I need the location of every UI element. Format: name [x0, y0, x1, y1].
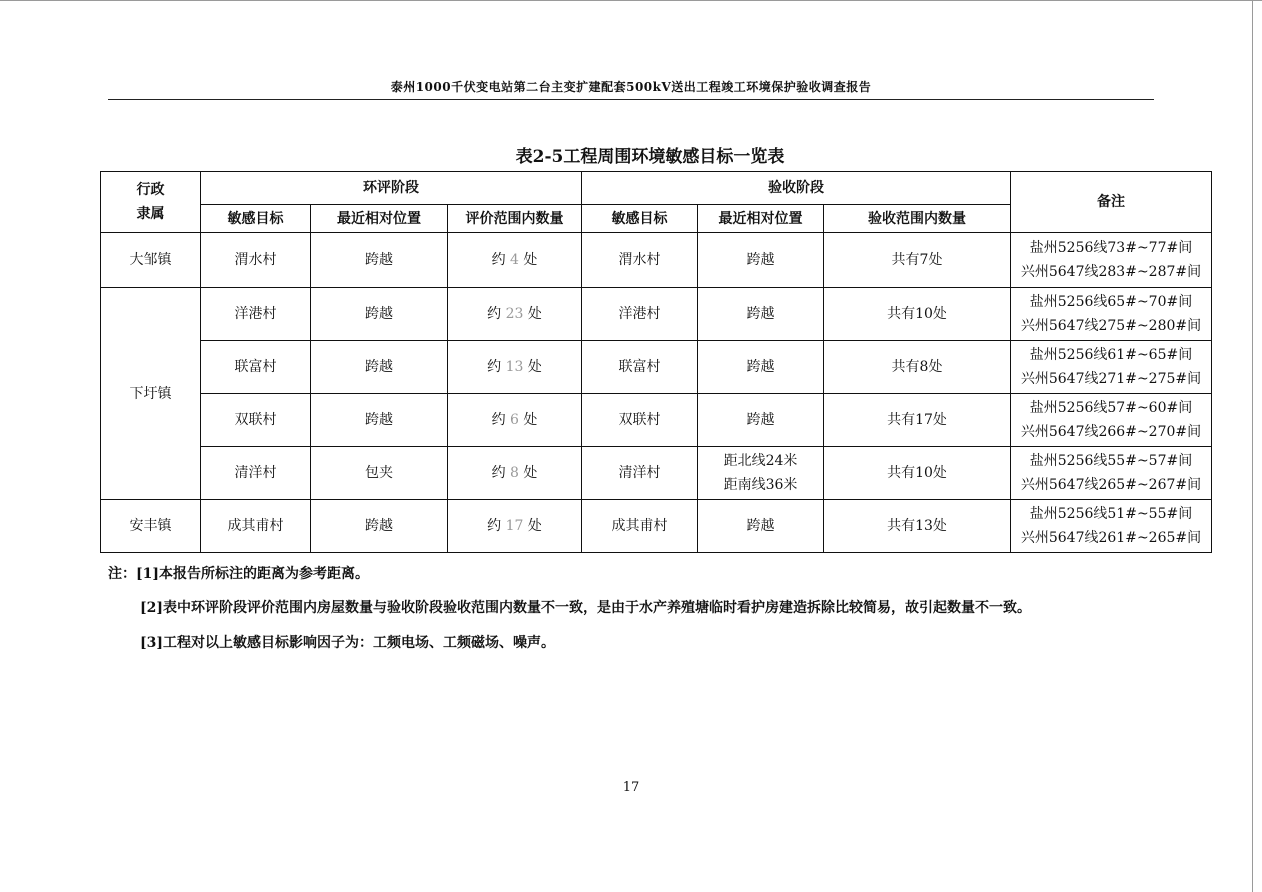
eia-position-cell: 跨越 [311, 341, 448, 394]
report-header: 泰州1000千伏变电站第二台主变扩建配套500kV送出工程竣工环境保护验收调查报告 [390, 80, 872, 94]
eia-count-cell: 约 23 处 [448, 288, 582, 341]
eia-position-cell: 包夹 [311, 447, 448, 500]
acc-target-cell: 双联村 [582, 394, 698, 447]
eia-position-cell: 跨越 [311, 233, 448, 288]
eia-count-cell: 约 8 处 [448, 447, 582, 500]
acc-position-cell: 距北线24米 距南线36米 [698, 447, 824, 500]
acc-count-cell: 共有17处 [824, 394, 1011, 447]
town-cell: 下圩镇 [101, 288, 201, 500]
acc-position-header: 最近相对位置 [698, 205, 824, 233]
acc-position-cell: 跨越 [698, 288, 824, 341]
acc-target-cell: 渭水村 [582, 233, 698, 288]
acc-count-header: 验收范围内数量 [824, 205, 1011, 233]
acc-target-header: 敏感目标 [582, 205, 698, 233]
sensitive-targets-table [100, 171, 1212, 553]
acc-target-cell: 联富村 [582, 341, 698, 394]
acceptance-stage-header: 验收阶段 [582, 172, 1011, 205]
note-1: 注：[1]本报告所标注的距离为参考距离。 [108, 566, 369, 582]
acc-target-cell: 洋港村 [582, 288, 698, 341]
eia-count-header: 评价范围内数量 [448, 205, 582, 233]
acc-count-cell: 共有10处 [824, 288, 1011, 341]
eia-position-cell: 跨越 [311, 394, 448, 447]
remark-cell: 盐州5256线51#~55#间 兴州5647线261#~265#间 [1011, 500, 1212, 553]
acc-position-cell: 跨越 [698, 394, 824, 447]
town-cell: 大邹镇 [101, 233, 201, 288]
table-row [101, 288, 1212, 341]
eia-position-cell: 跨越 [311, 500, 448, 553]
page-number: 17 [622, 780, 640, 795]
eia-target-cell: 洋港村 [201, 288, 311, 341]
eia-target-cell: 渭水村 [201, 233, 311, 288]
note-3: [3]工程对以上敏感目标影响因子为：工频电场、工频磁场、噪声。 [140, 635, 555, 651]
remark-header: 备注 [1011, 172, 1212, 233]
remark-cell: 盐州5256线57#~60#间 兴州5647线266#~270#间 [1011, 394, 1212, 447]
acc-position-cell: 跨越 [698, 341, 824, 394]
table-row [101, 341, 1212, 394]
acc-count-cell: 共有7处 [824, 233, 1011, 288]
note-2: [2]表中环评阶段评价范围内房屋数量与验收阶段验收范围内数量不一致，是由于水产养殖塘临时看护房建造拆除比较简易，故引起数量不一致。 [140, 600, 1031, 616]
eia-count-cell: 约 6 处 [448, 394, 582, 447]
eia-stage-header: 环评阶段 [201, 172, 582, 205]
acc-position-cell: 跨越 [698, 500, 824, 553]
remark-cell: 盐州5256线73#~77#间 兴州5647线283#~287#间 [1011, 233, 1212, 288]
eia-target-cell: 成其甫村 [201, 500, 311, 553]
acc-position-cell: 跨越 [698, 233, 824, 288]
remark-cell: 盐州5256线65#~70#间 兴州5647线275#~280#间 [1011, 288, 1212, 341]
eia-target-cell: 联富村 [201, 341, 311, 394]
page-border-top [0, 0, 1262, 1]
eia-count-cell: 约 17 处 [448, 500, 582, 553]
acc-count-cell: 共有13处 [824, 500, 1011, 553]
table-row [101, 500, 1212, 553]
eia-target-cell: 清洋村 [201, 447, 311, 500]
eia-position-header: 最近相对位置 [311, 205, 448, 233]
eia-position-cell: 跨越 [311, 288, 448, 341]
header-rule [108, 99, 1154, 100]
table-row [101, 233, 1212, 288]
eia-target-cell: 双联村 [201, 394, 311, 447]
col-admin-header: 行政 隶属 [101, 172, 201, 233]
remark-cell: 盐州5256线61#~65#间 兴州5647线271#~275#间 [1011, 341, 1212, 394]
table-row [101, 447, 1212, 500]
town-cell: 安丰镇 [101, 500, 201, 553]
page-border-right [1252, 0, 1253, 892]
acc-target-cell: 成其甫村 [582, 500, 698, 553]
eia-target-header: 敏感目标 [201, 205, 311, 233]
eia-count-cell: 约 4 处 [448, 233, 582, 288]
eia-count-cell: 约 13 处 [448, 341, 582, 394]
acc-count-cell: 共有8处 [824, 341, 1011, 394]
acc-count-cell: 共有10处 [824, 447, 1011, 500]
table-caption: 表2-5工程周围环境敏感目标一览表 [515, 147, 785, 167]
remark-cell: 盐州5256线55#~57#间 兴州5647线265#~267#间 [1011, 447, 1212, 500]
acc-target-cell: 清洋村 [582, 447, 698, 500]
table-row [101, 394, 1212, 447]
